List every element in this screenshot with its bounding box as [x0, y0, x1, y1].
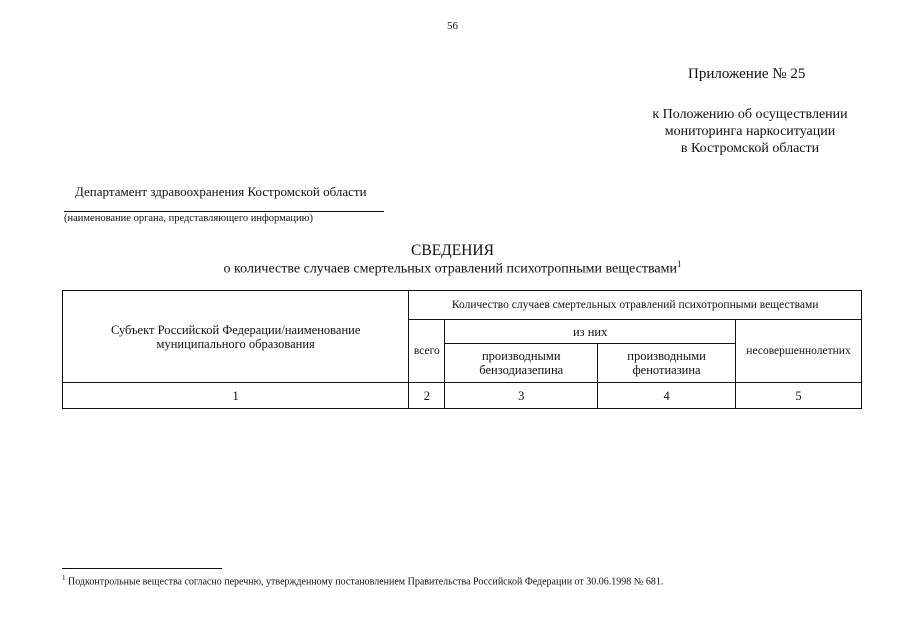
column-number: 2: [409, 383, 445, 409]
department-caption: (наименование органа, представляющего информацию): [64, 213, 313, 224]
header-minors: несовершеннолетних: [736, 320, 862, 383]
department-underline: [64, 211, 384, 212]
report-table: [62, 290, 862, 409]
footnote-text: Подконтрольные вещества согласно перечню, утвержденному постановлением Правительства Российской Федерации от 30.06.1998 № 681.: [68, 576, 664, 588]
regulation-reference: [600, 106, 900, 157]
footnote-mark: 1: [62, 574, 66, 582]
column-number: 1: [63, 383, 409, 409]
header-subject: Субъект Российской Федерации/наименование муниципального образования: [63, 291, 409, 383]
appendix-label: Приложение № 25: [688, 66, 806, 82]
header-poisonings-group: Количество случаев смертельных отравлений психотропными веществами: [409, 291, 862, 320]
header-of-them: из них: [445, 320, 736, 344]
footnote-separator: [62, 568, 222, 569]
subtitle-text: о количестве случаев смертельных отравлений психотропными веществами: [223, 261, 677, 277]
column-number: 3: [445, 383, 598, 409]
header-benzodiazepine: производными бензодиазепина: [445, 344, 598, 383]
header-total: всего: [409, 320, 445, 383]
footnote-reference: 1: [676, 259, 682, 269]
header-phenothiazine: производными фенотиазина: [598, 344, 736, 383]
document-subtitle: [0, 259, 905, 278]
regulation-line: к Положению об осуществлении: [652, 107, 848, 122]
column-number: 4: [598, 383, 736, 409]
regulation-line: в Костромской области: [680, 141, 820, 156]
department-name: Департамент здравоохранения Костромской области: [75, 184, 367, 199]
regulation-line: мониторинга наркоситуации: [664, 124, 836, 139]
page-number: 56: [447, 20, 458, 32]
column-number: 5: [736, 383, 862, 409]
footnote: [62, 574, 663, 587]
document-title: СВЕДЕНИЯ: [411, 242, 494, 259]
